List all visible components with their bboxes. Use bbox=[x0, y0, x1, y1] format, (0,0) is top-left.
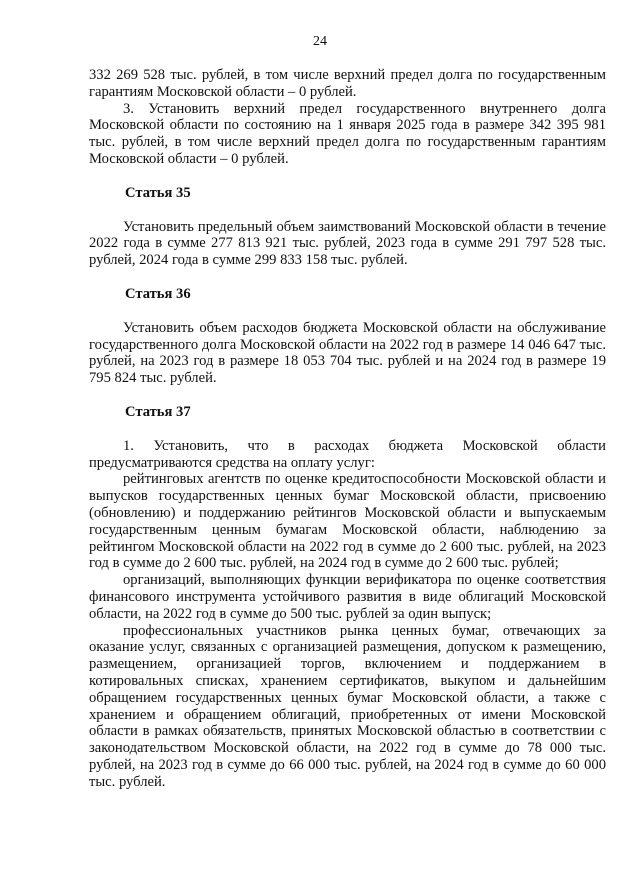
article-35-heading: Статья 35 bbox=[125, 184, 191, 201]
article-35-text: Установить предельный объем заимствований Московской области в течение 2022 года в сумме 277 813 921 тыс. рублей, 2023 года в сумме 291 797 528 тыс. рублей, 2024 года в сумме 299 833 158 тыс. рублей. bbox=[89, 218, 606, 269]
article-37-item-1: 1. Установить, что в расходах бюджета Московской области предусматриваются средства на оплату услуг: bbox=[89, 437, 606, 471]
article-37-heading: Статья 37 bbox=[125, 403, 191, 420]
article-37-rating-agencies: рейтинговых агентств по оценке кредитоспособности Московской области и выпусков государственных ценных бумаг Московской области, присвоению (обновлению) и поддержанию рейтингов Московской области и выпускаемым государственным ценным бумагам Московской области, наблюдению за рейтингом Московской области на 2022 год в сумме до 2 600 тыс. рублей, на 2023 год в сумме до 2 600 тыс. рублей, на 2024 год в сумме до 2 600 тыс. рублей; bbox=[89, 471, 606, 572]
page-number: 24 bbox=[313, 34, 327, 49]
paragraph-continuation: 332 269 528 тыс. рублей, в том числе верхний предел долга по государственным гарантиям Московской области – 0 рублей. bbox=[89, 67, 606, 100]
paragraph-item-3: 3. Установить верхний предел государственного внутреннего долга Московской области по состоянию на 1 января 2025 года в размере 342 395 981 тыс. рублей, в том числе верхний предел долга по государственным гарантиям Московской области – 0 рублей. bbox=[89, 100, 606, 167]
document-body bbox=[89, 67, 606, 790]
article-37-verifiers: организаций, выполняющих функции верификатора по оценке соответствия финансового инструмента устойчивого развития в виде облигаций Московской области, на 2022 год в сумме до 500 тыс. рублей за один выпуск; bbox=[89, 572, 606, 622]
article-36-text: Установить объем расходов бюджета Московской области на обслуживание государственного долга Московской области на 2022 год в размере 14 046 647 тыс. рублей, на 2023 год в размере 18 053 704 тыс. рублей и на 2024 год в размере 19 795 824 тыс. рублей. bbox=[89, 319, 606, 387]
article-37-market-participants: профессиональных участников рынка ценных бумаг, отвечающих за оказание услуг, связанных с организацией размещения, допуском к размещению, размещением, организацией торгов, включением и поддержанием в котировальных списках, хранением сертификатов, выкупом и дальнейшим обращением государственных ценных бумаг Московской области, а также с хранением и обращением облигаций, приобретенных от имени Московской области в рамках обязательств, принятых Московской областью в соответствии с законодательством Московской области, на 2022 год в сумме до 78 000 тыс. рублей, на 2023 год в сумме до 66 000 тыс. рублей, на 2024 год в сумме до 60 000 тыс. рублей. bbox=[89, 622, 606, 790]
article-36-heading: Статья 36 bbox=[125, 285, 191, 302]
